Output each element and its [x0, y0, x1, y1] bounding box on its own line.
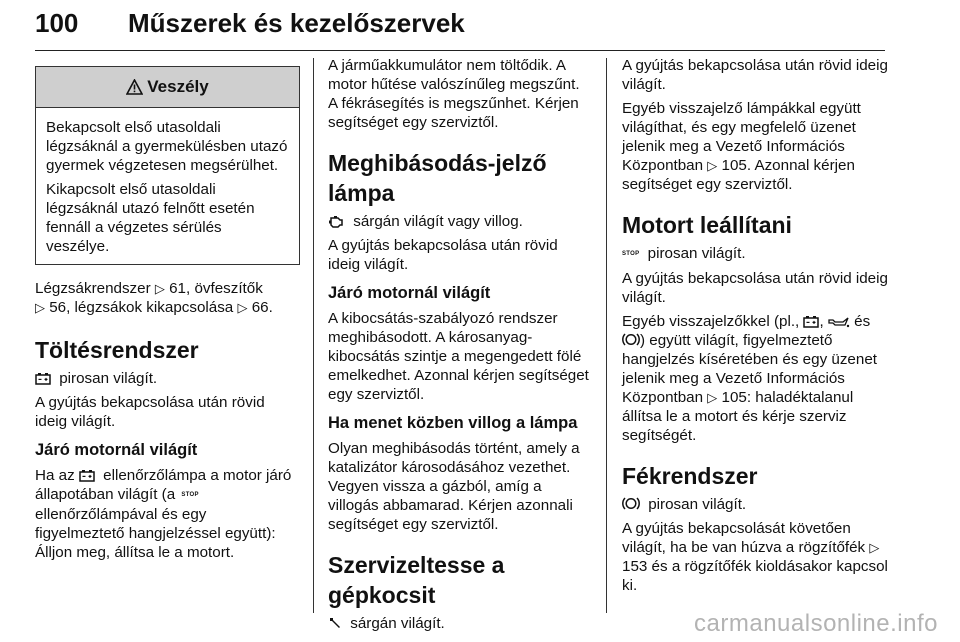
page-ref-arrow-icon: ▷: [154, 281, 165, 296]
page-ref-arrow-icon: ▷: [869, 540, 880, 555]
stop-other-lamps-text: Egyéb visszajelzőkkel (pl., , és ) együtt világít, figyelmeztető hangjelzés kíséretében és egy üzenet jelenik meg a Vezető Információs Központban ▷ 105: haladéktalanul állítsa le a motort és kérje szerviz segítségét.: [622, 313, 877, 444]
watermark: carmanualsonline.info: [694, 610, 938, 637]
section-heading-service: Szervizeltesse a gépkocsit: [328, 552, 505, 608]
section-heading-malfunction: Meghibásodás-jelző lámpa: [328, 150, 547, 206]
column-divider: [606, 58, 607, 613]
subheading-engine-running: Járó motornál világít: [328, 284, 491, 302]
column-middle: [328, 56, 592, 638]
charging-lamp-text: pirosan világít.: [35, 369, 300, 388]
service-other-lamps-text: Egyéb visszajelző lámpákkal együtt világíthat, és egy megfelelő üzenet jelenik meg a Vezető Információs Központban ▷ 105. Azonnal kérjen segítséget egy szerviztől.: [622, 100, 861, 193]
charging-engine-running-text: Ha az ellenőrzőlámpa a motor járó állapotában világít (a STOP ellenőrzőlámpával és egy figyelmeztető hangjelzéssel együtt): Álljon meg, állítsa le a motort.: [35, 467, 292, 561]
brake-parking-text: A gyújtás bekapcsolását követően világít, ha be van húzva a rögzítőfék ▷ 153 és a rögzítőfék kioldásakor kapcsol ki.: [622, 520, 888, 594]
malfunction-flashing-text: Olyan meghibásodás történt, amely a katalizátor károsodásához vezethet. Vegyen vissza a gázból, amíg a villogás abbamarad. Kérjen azonnali segítséget egy szerviztől.: [328, 440, 580, 533]
column-left: [35, 56, 300, 567]
page-title: Műszerek és kezelőszervek: [128, 8, 465, 38]
danger-box: [35, 66, 300, 265]
page-number: 100: [35, 8, 79, 38]
charging-ignition-text: A gyújtás bekapcsolása után rövid ideig világít.: [35, 394, 265, 430]
oil-pressure-icon: [828, 316, 850, 328]
warning-triangle-icon: [126, 79, 143, 95]
subheading-flashing: Ha menet közben villog a lámpa: [328, 414, 578, 432]
column-divider: [313, 58, 314, 613]
wrench-icon: [328, 616, 342, 630]
subheading-engine-running: Járó motornál világít: [35, 441, 198, 459]
brake-warning-icon: [622, 332, 640, 347]
section-heading-charging: Töltésrendszer: [35, 337, 199, 363]
stop-lamp-text: STOP pirosan világít.: [622, 245, 746, 262]
section-heading-stop-engine: Motort leállítani: [622, 212, 792, 238]
section-heading-brake: Fékrendszer: [622, 463, 758, 489]
stop-ignition-text: A gyújtás bekapcsolása után rövid ideig világít.: [622, 270, 888, 306]
malfunction-ignition-text: A gyújtás bekapcsolása után rövid ideig világít.: [328, 237, 558, 273]
danger-box-header: [36, 67, 299, 108]
page-ref-arrow-icon: ▷: [707, 158, 718, 173]
battery-icon: [803, 315, 819, 328]
danger-paragraph: Kikapcsolt első utasoldali légzsáknál utazó felnőtt esetén fennáll a végzetes sérülés veszélye.: [46, 181, 255, 255]
service-ignition-text: A gyújtás bekapcsolása után rövid ideig világít.: [622, 57, 888, 93]
stop-icon: STOP: [181, 492, 199, 498]
page-ref-arrow-icon: ▷: [35, 300, 45, 315]
stop-icon: STOP: [622, 251, 640, 257]
brake-warning-icon: [622, 496, 640, 511]
page-ref-arrow-icon: ▷: [707, 390, 718, 405]
service-lamp-text: sárgán világít.: [328, 614, 592, 633]
page-ref-arrow-icon: ▷: [237, 300, 248, 315]
charging-consequence-text: A járműakkumulátor nem töltődik. A motor hűtése valószínűleg megszűnt. A fékrásegítés is megszűnhet. Kérjen segítséget egy szerviztől.: [328, 57, 580, 131]
danger-box-title: Veszély: [147, 77, 209, 96]
malfunction-running-text: A kibocsátás-szabályozó rendszer meghibásodott. A károsanyag-kibocsátás szintje a megengedett fölé emelkedhet. Azonnal kérjen segítséget egy szerviztől.: [328, 310, 589, 403]
crossref-paragraph: Légzsákrendszer ▷ 61, övfeszítők ▷ 56, légzsákok kikapcsolása ▷ 66.: [35, 280, 273, 316]
brake-lamp-text: pirosan világít.: [622, 495, 888, 514]
danger-paragraph: Bekapcsolt első utasoldali légzsáknál a gyermekülésben utazó gyermek végzetesen megsérülhet.: [46, 119, 288, 174]
battery-icon: [79, 469, 95, 482]
battery-icon: [35, 372, 51, 385]
check-engine-icon: [328, 215, 345, 228]
column-right: [622, 56, 888, 600]
malfunction-lamp-text: sárgán világít vagy villog.: [328, 212, 592, 231]
page-header: [35, 0, 885, 51]
